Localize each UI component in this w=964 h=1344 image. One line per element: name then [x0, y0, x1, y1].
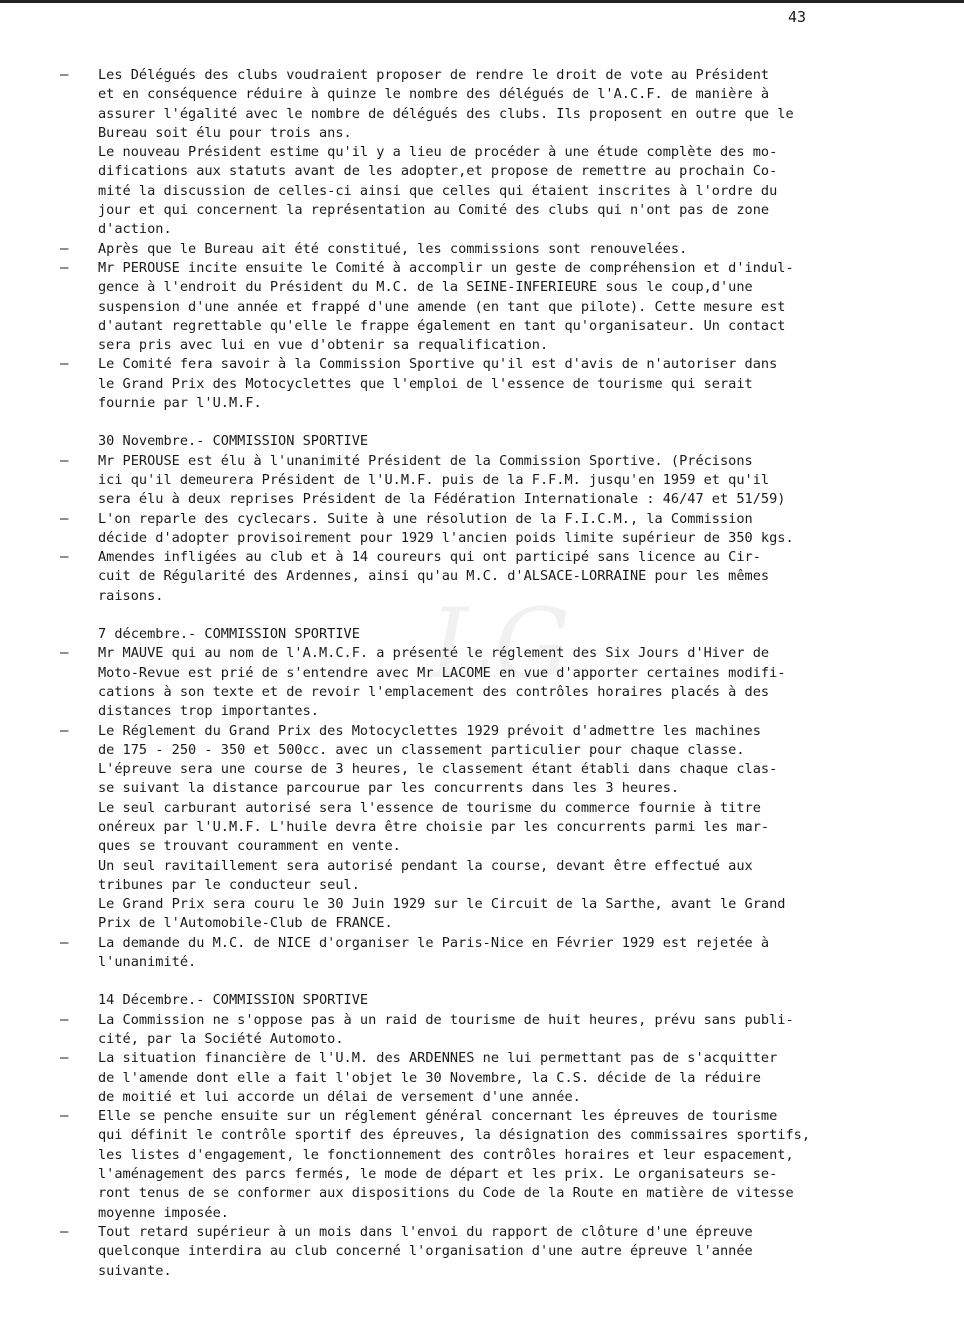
- paragraph-text: La demande du M.C. de NICE d'organiser le Paris-Nice en Février 1929 est rejetée à l'unanimité.: [98, 934, 770, 971]
- dash-bullet: –: [60, 549, 69, 566]
- bullet-paragraph: [60, 510, 930, 549]
- paragraph-text: La situation financière de l'U.M. des ARDENNES ne lui permettant pas de s'acquitter de l'amende dont elle a fait l'objet le 30 Novembre, la C.S. décide de la réduire de moitié et lui accorde un délai de versement d'une année.: [98, 1050, 778, 1105]
- page-number: 43: [788, 8, 807, 26]
- bullet-paragraph: [60, 240, 930, 259]
- dash-bullet: –: [60, 645, 69, 662]
- section-heading: 30 Novembre.- COMMISSION SPORTIVE: [98, 433, 369, 450]
- bullet-paragraph: [60, 452, 930, 510]
- paragraph-text: Mr MAUVE qui au nom de l'A.M.C.F. a présenté le réglement des Six Jours d'Hiver de Moto-Revue est prié de s'entendre avec Mr LACOME en vue d'apporter certaines modifi- cations à son texte et de revoir l'emplacement des contrôles horaires placés à des distances trop importantes.: [98, 645, 786, 720]
- dash-bullet: –: [60, 1223, 69, 1240]
- paragraph-text: Le Comité fera savoir à la Commission Sportive qu'il est d'avis de n'autoriser dans le Grand Prix des Motocyclettes que l'emploi de l'essence de tourisme qui serait fournie par l'U.M.F.: [98, 356, 778, 412]
- paragraph-text: Le Réglement du Grand Prix des Motocyclettes 1929 prévoit d'admettre les machines de 175 - 250 - 350 et 500cc. avec un classement particulier pour chaque classe. L'épreuve sera une course de 3 heures, le classement étant établi dans chaque clas- se suivant la distance parcourue par les concurrents dans les 3 heures. Le seul carburant autorisé sera l'essence de tourisme du commerce fournie à titre onéreux par l'U.M.F. L'huile devra être choisie par les concurrents parmi les mar- ques se trouvant couramment en vente. Un seul ravitaillement sera autorisé pendant la course, devant être effectué aux tribunes par le conducteur seul. Le Grand Prix sera couru le 30 Juin 1929 sur le Circuit de la Sarthe, avant le Grand Prix de l'Automobile-Club de FRANCE.: [98, 722, 786, 932]
- dash-bullet: –: [60, 1011, 69, 1028]
- bullet-paragraph: [60, 355, 930, 413]
- dash-bullet: –: [60, 722, 69, 739]
- paragraph-text: L'on reparle des cyclecars. Suite à une résolution de la F.I.C.M., la Commission décide d'adopter provisoirement pour 1929 l'ancien poids limite supérieur de 350 kgs.: [98, 510, 794, 546]
- dash-bullet: –: [60, 452, 69, 469]
- dash-bullet: –: [60, 240, 69, 257]
- bullet-paragraph: [60, 259, 930, 355]
- dash-bullet: –: [60, 1108, 69, 1125]
- bullet-paragraph: [60, 1223, 930, 1281]
- paragraph-text: Après que le Bureau ait été constitué, les commissions sont renouvelées.: [98, 240, 688, 257]
- bullet-paragraph: [60, 66, 930, 240]
- dash-bullet: –: [60, 510, 69, 527]
- paragraph-text: Mr PEROUSE est élu à l'unanimité Président de la Commission Sportive. (Précisons ici qu'il demeurera Président de l'U.M.F. puis de la F.F.M. jusqu'en 1959 et qu'il sera élu à deux reprises Président de la Fédération Internationale : 46/47 et 51/59): [98, 452, 786, 508]
- paragraph-text: Amendes infligées au club et à 14 coureurs qui ont participé sans licence au Cir- cuit de Régularité des Ardennes, ainsi qu'au M.C. d'ALSACE-LORRAINE pour les mêmes raisons.: [98, 549, 770, 604]
- bullet-paragraph: [60, 1107, 930, 1223]
- dash-bullet: –: [60, 67, 69, 83]
- paragraph-text: Tout retard supérieur à un mois dans l'envoi du rapport de clôture d'une épreuve quelconque interdira au club concerné l'organisation d'une autre épreuve l'année suivante.: [98, 1223, 753, 1279]
- section-heading: 7 décembre.- COMMISSION SPORTIVE: [98, 626, 360, 643]
- bullet-paragraph: [60, 722, 930, 934]
- paragraph-text: Mr PEROUSE incite ensuite le Comité à accomplir un geste de compréhension et d'indul- gence à l'endroit du Président du M.C. de la SEINE-INFERIEURE sous le coup,d'une suspension d'une année et frappé d'une amende (en tant que pilote). Cette mesure est d'autant regrettable qu'elle le frappe également en tant qu'organisateur. Un contact sera pris avec lui en vue d'obtenir sa requalification.: [98, 259, 794, 354]
- document-body: [60, 66, 930, 1281]
- dash-bullet: –: [60, 1050, 69, 1067]
- paragraph-text: La Commission ne s'oppose pas à un raid de tourisme de huit heures, prévu sans publi- cité, par la Société Automoto.: [98, 1011, 794, 1047]
- watermark-logo: LG: [430, 588, 571, 700]
- bullet-paragraph: [60, 548, 930, 606]
- dash-bullet: –: [60, 356, 69, 373]
- dash-bullet: –: [60, 259, 69, 276]
- bullet-paragraph: [60, 934, 930, 973]
- section-heading: 14 Décembre.- COMMISSION SPORTIVE: [98, 992, 369, 1009]
- bullet-paragraph: [60, 1011, 930, 1050]
- paragraph-text: Elle se penche ensuite sur un réglement général concernant les épreuves de tourisme qui définit le contrôle sportif des épreuves, la désignation des commissaires sportifs, les listes d'engagement, le fonctionnement des contrôles horaires et leur espacement, l'aménagement des parcs fermés, le mode de départ et les prix. Le organisateurs se- ront tenus de se conformer aux dispositions du Code de la Route en matière de vitesse moyenne imposée.: [98, 1108, 811, 1221]
- top-rule: [0, 0, 964, 3]
- bullet-paragraph: [60, 1049, 930, 1107]
- paragraph-text: Les Délégués des clubs voudraient proposer de rendre le droit de vote au Président et en conséquence réduire à quinze le nombre des délégués de l'A.C.F. de manière à assurer l'égalité avec le nombre de délégués des clubs. Ils proposent en outre que le Bureau soit élu pour trois ans. Le nouveau Président estime qu'il y a lieu de procéder à une étude complète des mo- difications aux statuts avant de les adopter,et propose de remettre au prochain Co- mité la discussion de celles-ci ainsi que celles qui étaient inscrites à l'ordre du jour et qui concernent la représentation au Comité des clubs qui n'ont pas de zone d'action.: [98, 67, 794, 238]
- dash-bullet: –: [60, 934, 69, 951]
- bullet-paragraph: [60, 644, 930, 721]
